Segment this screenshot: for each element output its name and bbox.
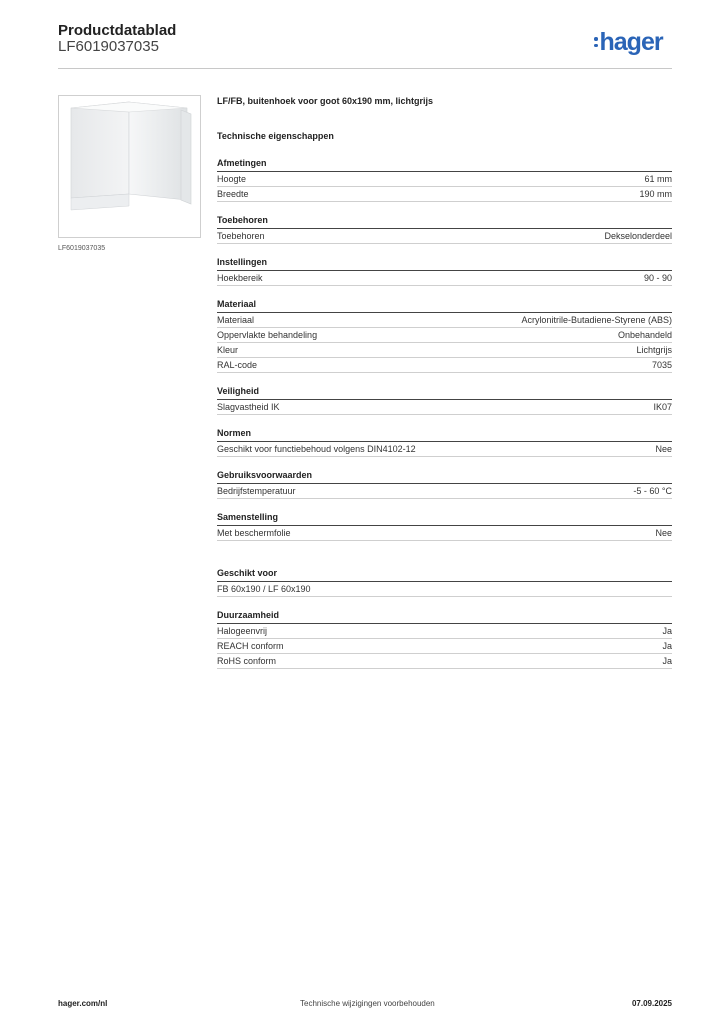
spec-group xyxy=(217,157,672,202)
table-row xyxy=(217,639,672,654)
footer-website-link[interactable]: hager.com/nl xyxy=(58,999,108,1008)
row-value: IK07 xyxy=(653,402,672,412)
table-row xyxy=(217,172,672,187)
row-value: 90 - 90 xyxy=(643,273,672,283)
corner-piece-image xyxy=(58,95,201,238)
table-row xyxy=(217,484,672,499)
row-value: 190 mm xyxy=(639,189,672,199)
table-row xyxy=(217,313,672,328)
row-value: Dekselonderdeel xyxy=(604,231,672,241)
section-title: Geschikt voor xyxy=(217,567,672,582)
row-label: RAL-code xyxy=(217,360,258,370)
hager-logo xyxy=(594,28,663,56)
section-title: Veiligheid xyxy=(217,385,672,400)
spec-group xyxy=(217,385,672,415)
logo-colon-icon xyxy=(594,37,598,47)
spec-group xyxy=(217,511,672,541)
technical-heading: Technische eigenschappen xyxy=(217,131,334,141)
section-title: Samenstelling xyxy=(217,511,672,526)
footer-date: 07.09.2025 xyxy=(631,999,672,1008)
table-row xyxy=(217,271,672,286)
row-label: FB 60x190 / LF 60x190 xyxy=(217,584,311,594)
row-value: Onbehandeld xyxy=(617,330,672,340)
table-row xyxy=(217,328,672,343)
table-row xyxy=(217,187,672,202)
suitable-for-section xyxy=(217,567,672,597)
row-value: Nee xyxy=(655,444,672,454)
product-title: LF/FB, buitenhoek voor goot 60x190 mm, lichtgrijs xyxy=(217,96,434,106)
row-value: Lichtgrijs xyxy=(636,345,672,355)
section-title: Gebruiksvoorwaarden xyxy=(217,469,672,484)
row-value: Ja xyxy=(662,641,672,651)
row-label: Toebehoren xyxy=(217,231,265,241)
table-row xyxy=(217,526,672,541)
row-label: Bedrijfstemperatuur xyxy=(217,486,296,496)
section-title: Instellingen xyxy=(217,256,672,271)
table-row xyxy=(217,358,672,373)
logo-text: hager xyxy=(599,27,663,56)
header-divider xyxy=(58,68,672,69)
spec-group xyxy=(217,469,672,499)
product-code: LF6019037035 xyxy=(58,38,159,55)
row-value: 61 mm xyxy=(644,174,672,184)
section-title: Afmetingen xyxy=(217,157,672,172)
table-row xyxy=(217,229,672,244)
table-row xyxy=(217,624,672,639)
spec-group xyxy=(217,256,672,286)
section-title: Toebehoren xyxy=(217,214,672,229)
row-label: RoHS conform xyxy=(217,656,277,666)
spec-group xyxy=(217,427,672,457)
row-value: Ja xyxy=(662,626,672,636)
table-row xyxy=(217,654,672,669)
row-label: REACH conform xyxy=(217,641,284,651)
section-title: Materiaal xyxy=(217,298,672,313)
table-row xyxy=(217,582,672,597)
footer-disclaimer: Technische wijzigingen voorbehouden xyxy=(300,999,435,1008)
row-label: Geschikt voor functiebehoud volgens DIN4102-12 xyxy=(217,444,416,454)
table-row xyxy=(217,343,672,358)
product-details xyxy=(217,96,672,681)
row-label: Hoekbereik xyxy=(217,273,263,283)
spec-groups xyxy=(217,157,672,541)
section-title: Duurzaamheid xyxy=(217,609,672,624)
page-title: Productdatablad xyxy=(58,22,177,39)
row-label: Oppervlakte behandeling xyxy=(217,330,318,340)
row-value: Acrylonitrile-Butadiene-Styrene (ABS) xyxy=(521,315,672,325)
row-label: Hoogte xyxy=(217,174,247,184)
table-row xyxy=(217,442,672,457)
spec-group xyxy=(217,214,672,244)
row-value: -5 - 60 °C xyxy=(633,486,672,496)
row-label: Met beschermfolie xyxy=(217,528,291,538)
spec-group xyxy=(217,298,672,373)
row-label: Breedte xyxy=(217,189,249,199)
row-label: Slagvastheid IK xyxy=(217,402,280,412)
row-value: Ja xyxy=(662,656,672,666)
row-label: Kleur xyxy=(217,345,239,355)
sustainability-section xyxy=(217,609,672,669)
row-label: Halogeenvrij xyxy=(217,626,268,636)
row-value: Nee xyxy=(655,528,672,538)
image-caption: LF6019037035 xyxy=(58,245,106,252)
section-title: Normen xyxy=(217,427,672,442)
row-label: Materiaal xyxy=(217,315,255,325)
table-row xyxy=(217,400,672,415)
row-value: 7035 xyxy=(651,360,672,370)
